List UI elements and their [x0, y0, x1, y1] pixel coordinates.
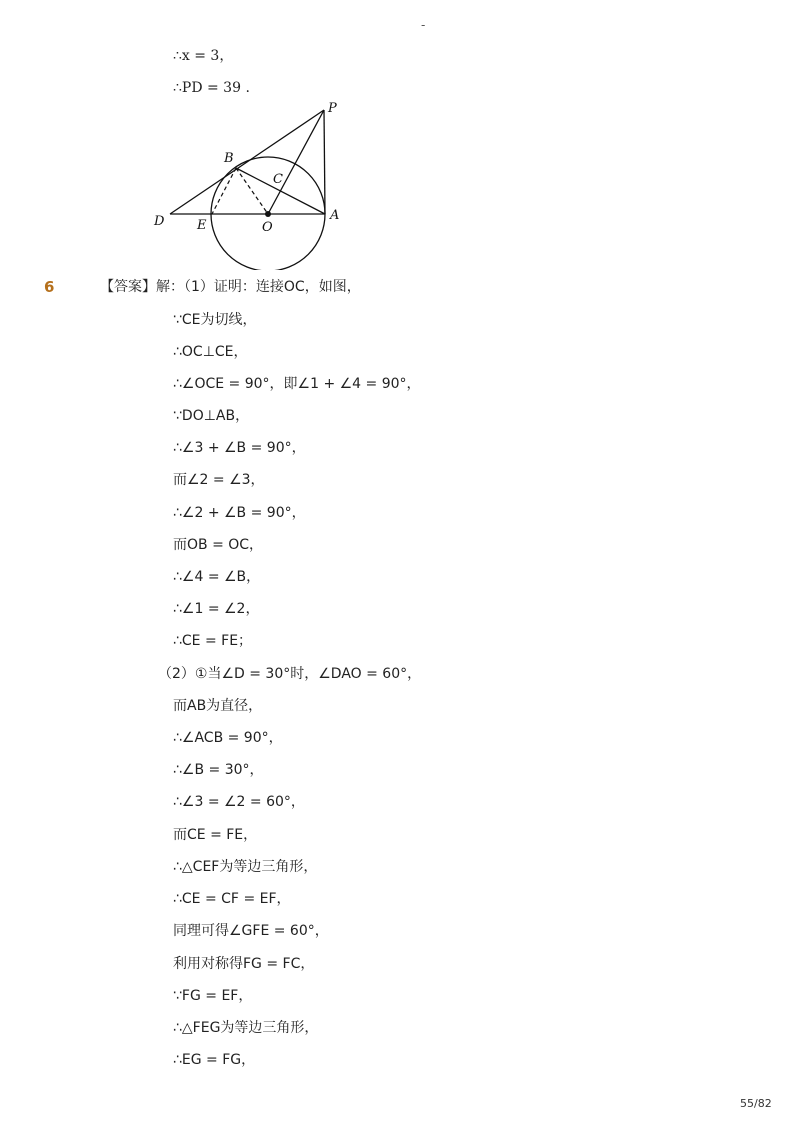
solution-line: 利用对称得FG = FC，	[173, 956, 315, 972]
label-c: C	[273, 172, 283, 187]
part2-heading: （2）①当∠D = 30°时，∠DAO = 60°，	[158, 666, 422, 682]
solution-line: ∴∠2 + ∠B = 90°，	[173, 505, 306, 521]
prev-solution-line: ∴PD = 39 .	[173, 80, 250, 96]
solution-line: ∵DO⊥AB，	[173, 408, 250, 424]
solution-line: 而AB为直径，	[173, 698, 263, 714]
segment-pa	[324, 110, 325, 214]
solution-line: ∴CE = FE；	[173, 633, 253, 649]
label-b: B	[224, 151, 234, 166]
segment-dp	[170, 110, 324, 214]
solution-line: ∴∠4 = ∠B，	[173, 569, 261, 585]
page-number: 55/82	[740, 1097, 772, 1110]
solution-line: ∴∠B = 30°，	[173, 762, 264, 778]
solution-line: ∴∠1 = ∠2，	[173, 601, 260, 617]
answer-tag: 【答案】解：（1）证明：连接OC，如图，	[100, 279, 361, 295]
prev-solution-line: ∴x = 3，	[173, 48, 234, 64]
solution-line: ∵CE为切线，	[173, 312, 257, 328]
solution-line: 而∠2 = ∠3，	[173, 472, 265, 488]
center-point	[265, 211, 271, 217]
solution-line: ∴∠3 + ∠B = 90°，	[173, 440, 306, 456]
solution-line: ∴∠OCE = 90°，即∠1 + ∠4 = 90°，	[173, 376, 421, 392]
label-a: A	[330, 208, 340, 223]
solution-line: ∴△CEF为等边三角形，	[173, 859, 318, 875]
label-d: D	[154, 214, 165, 229]
geometry-figure	[150, 100, 360, 270]
label-o: O	[262, 220, 273, 235]
solution-line: 同理可得∠GFE = 60°，	[173, 923, 329, 939]
solution-line: 而OB = OC，	[173, 537, 264, 553]
solution-line: ∴CE = CF = EF，	[173, 891, 291, 907]
question-number: 6	[44, 278, 55, 296]
solution-line: ∴△FEG为等边三角形，	[173, 1020, 319, 1036]
label-e: E	[197, 218, 207, 233]
solution-line: ∴∠ACB = 90°，	[173, 730, 283, 746]
label-p: P	[328, 101, 337, 116]
solution-line: ∴OC⊥CE，	[173, 344, 248, 360]
solution-line: 而CE = FE，	[173, 827, 258, 843]
solution-line: ∵FG = EF，	[173, 988, 253, 1004]
solution-line: ∴∠3 = ∠2 = 60°，	[173, 794, 305, 810]
segment-bo-dashed	[236, 168, 268, 214]
solution-line: ∴EG = FG，	[173, 1052, 256, 1068]
header-mark: -	[421, 18, 426, 32]
